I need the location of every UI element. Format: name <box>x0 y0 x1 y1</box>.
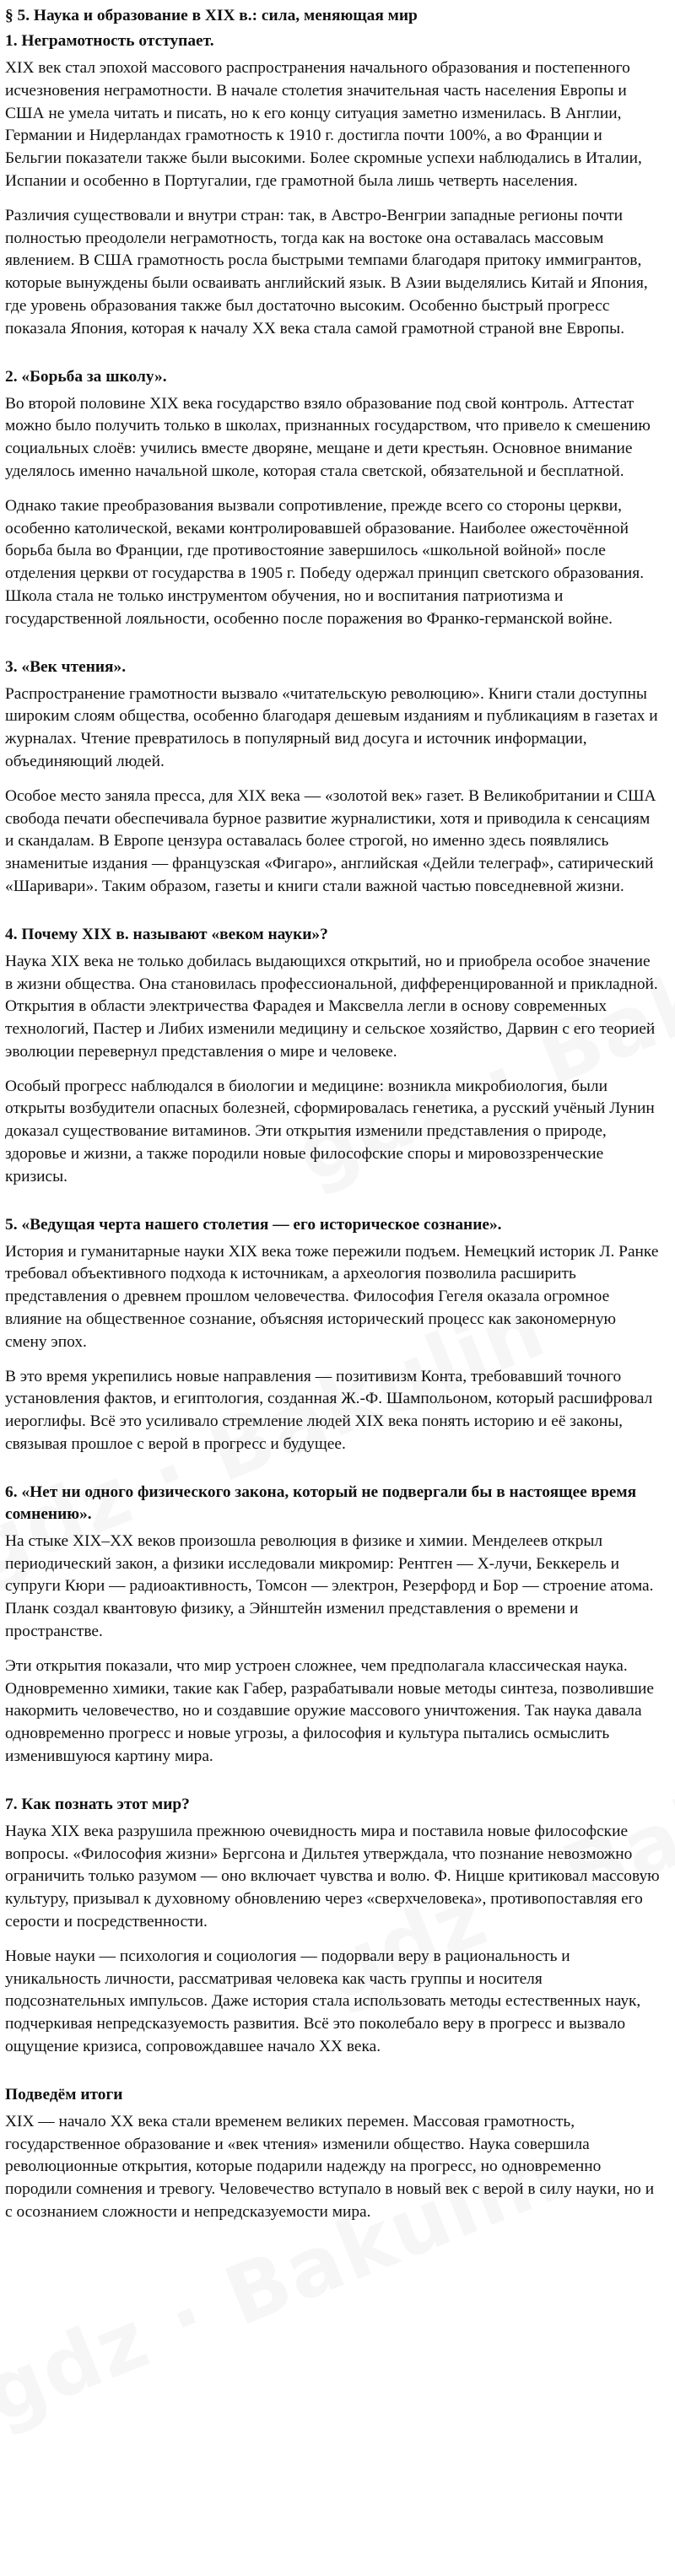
section-heading: 7. Как познать этот мир? <box>5 1795 190 1813</box>
paragraph: XIX — начало XX века стали временем великих перемен. Массовая грамотность, государственное образование и «век чтения» изменили общество. Наука совершила революционные открытия, которые подарили надежду на прогресс, но одновременно породили сомнения и тревогу. Человечество вступало в новый век с верой в силу науки, но и с осознанием сложности и непредсказуемости мира. <box>5 2112 655 2221</box>
paragraph: Наука XIX века разрушила прежнюю очевидность мира и поставила новые философские вопросы. «Философия жизни» Бергсона и Дильтея утверждала, что познание невозможно ограничить только разумом — оно включает чувства и волю. Ф. Ницше критиковал массовую культуру, призывал к духовному обновлению через «сверхчеловека», противопоставляя его серости и посредственности. <box>5 1822 660 1931</box>
paragraph: Новые науки — психология и социология — подорвали веру в рациональность и уникальность личности, рассматривая человека как часть группы и носителя подсознательных импульсов. Даже история стала использовать методы естественных наук, подчеркивая непредсказуемость развития. Всё это поколебало веру в прогресс и вызвало ощущение кризиса, сопровождавшее начало XX века. <box>5 1947 641 2055</box>
paragraph: XIX век стал эпохой массового распространения начального образования и постепенного исчезновения неграмотности. В начале столетия значительная часть населения Европы и США не умела читать и писать, но к его концу ситуация заметно изменилась. В Англии, Германии и Нидерландах грамотность к 1910 г. достигла почти 100%, а во Франции и Бельгии показатели также были высокими. Более скромные успехи наблюдались в Италии, Испании и особенно в Португалии, где грамотной была лишь четверть населения. <box>5 59 642 190</box>
paragraph: Распространение грамотности вызвало «читательскую революцию». Книги стали доступны широким слоям общества, особенно благодаря дешевым изданиям и публикациям в газетах и журналах. Чтение превратилось в популярный вид досуга и источник информации, объединяющий людей. <box>5 684 658 770</box>
section-historical-consciousness <box>5 1214 660 1456</box>
paragraph: Эти открытия показали, что мир устроен сложнее, чем предполагала классическая наука. Одновременно химики, такие как Габер, разрабатывали новые методы синтеза, позволившие накормить человечество, но и создавшие оружие массового уничтожения. Так наука давала одновременно прогресс и новые угрозы, а философия и культура пытались осмыслить изменившуюся картину мира. <box>5 1656 654 1766</box>
section-heading: 3. «Век чтения». <box>5 657 127 676</box>
paragraph: Наука XIX века не только добилась выдающихся открытий, но и приобрела особое значение в жизни общества. Она становилась профессиональной, дифференцированной и прикладной. Открытия в области электричества Фарадея и Максвелла легли в основу современных технологий, Пастер и Либих изменили медицину и сельское хозяйство, Дарвин с его теорией эволюции перевернул представления о мире и человеке. <box>5 952 658 1061</box>
paragraph: Во второй половине XIX века государство взяло образование под свой контроль. Аттестат можно было получить только в школах, признанных государством, что привело к смешению социальных слоёв: учились вместе дворяне, мещане и дети крестьян. Основное внимание уделялось именно начальной школе, которая стала светской, обязательной и бесплатной. <box>5 394 651 480</box>
section-illiteracy <box>5 30 660 341</box>
paragraph: Особое место заняла пресса, для XIX века — «золотой век» газет. В Великобритании и США свобода печати обеспечивала бурное развитие журналистики, хотя и приводила к сенсациям и скандалам. В Европе цензура оставалась более строгой, но именно здесь появлялись знаменитые издания — французская «Фигаро», английская «Дейли телеграф», сатирический «Шаривари». Таким образом, газеты и книги стали важной частью повседневной жизни. <box>5 786 656 895</box>
section-physics-revolution <box>5 1482 660 1769</box>
paragraph: В это время укрепились новые направления — позитивизм Конта, требовавший точного установления фактов, и египтология, созданная Ж.-Ф. Шампольоном, который расшифровал иероглифы. Всё это усиливало стремление людей XIX века понять историю и её законы, связывая прошлое с верой в прогресс и будущее. <box>5 1367 653 1454</box>
section-heading: 4. Почему XIX в. называют «веком науки»? <box>5 925 328 943</box>
section-heading: 2. «Борьба за школу». <box>5 367 167 386</box>
section-age-of-science <box>5 924 660 1189</box>
section-school-struggle <box>5 366 660 631</box>
paragraph: Различия существовали и внутри стран: так, в Австро-Венгрии западные регионы почти полностью преодолели неграмотность, тогда как на востоке она оставалась массовым явлением. В США грамотность росла быстрыми темпами благодаря притоку иммигрантов, которые вынуждены были осваивать английский язык. В Азии выделялись Китай и Япония, где уровень образования также был достаточно высоким. Особенно быстрый прогресс показала Япония, которая к началу XX века стала самой грамотной страной вне Европы. <box>5 206 648 338</box>
paragraph: На стыке XIX–XX веков произошла революция в физике и химии. Менделеев открыл периодический закон, а физики исследовали микромир: Рентген — Х-лучи, Беккерель и супруги Кюри — радиоактивность, Томсон — электрон, Резерфорд и Бор — строение атома. Планк создал квантовую физику, а Эйнштейн изменил представления о времени и пространстве. <box>5 1531 654 1641</box>
page-title: § 5. Наука и образование в XIX в.: сила, меняющая мир <box>5 7 418 24</box>
section-heading: 6. «Нет ни одного физического закона, который не подвергали бы в настоящее время сомнению». <box>5 1482 637 1523</box>
paragraph: Особый прогресс наблюдался в биологии и медицине: возникла микробиология, были открыты возбудители опасных болезней, сформировалась генетика, а русский учёный Лунин доказал существование витаминов. Эти открытия изменили представления о природе, здоровье и жизни, а также породили новые философские споры и мировоззренческие кризисы. <box>5 1077 655 1185</box>
section-heading: 1. Неграмотность отступает. <box>5 32 214 50</box>
paragraph: Однако такие преобразования вызвали сопротивление, прежде всего со стороны церкви, особенно католической, веками контролировавшей образование. Наиболее ожесточённой борьба была во Франции, где противостояние завершилось «школьной войной» после отделения церкви от государства в 1905 г. Победу одержал принцип светского образования. Школа стала не только инструментом обучения, но и воспитания патриотизма и государственной лояльности, особенно после поражения во Франко-германской войне. <box>5 496 645 628</box>
paragraph: История и гуманитарные науки XIX века тоже пережили подъем. Немецкий историк Л. Ранке требовал объективного подхода к источникам, а археология позволила расширить представления о древнем прошлом человечества. Философия Гегеля оказала огромное влияние на общественное сознание, объясняя исторический процесс как закономерную смену эпох. <box>5 1242 659 1351</box>
section-age-of-reading <box>5 656 660 899</box>
section-heading: 5. «Ведущая черта нашего столетия — его историческое сознание». <box>5 1215 502 1234</box>
section-summary <box>5 2084 660 2224</box>
section-knowing-the-world <box>5 1794 660 2059</box>
section-heading: Подведём итоги <box>5 2085 123 2103</box>
